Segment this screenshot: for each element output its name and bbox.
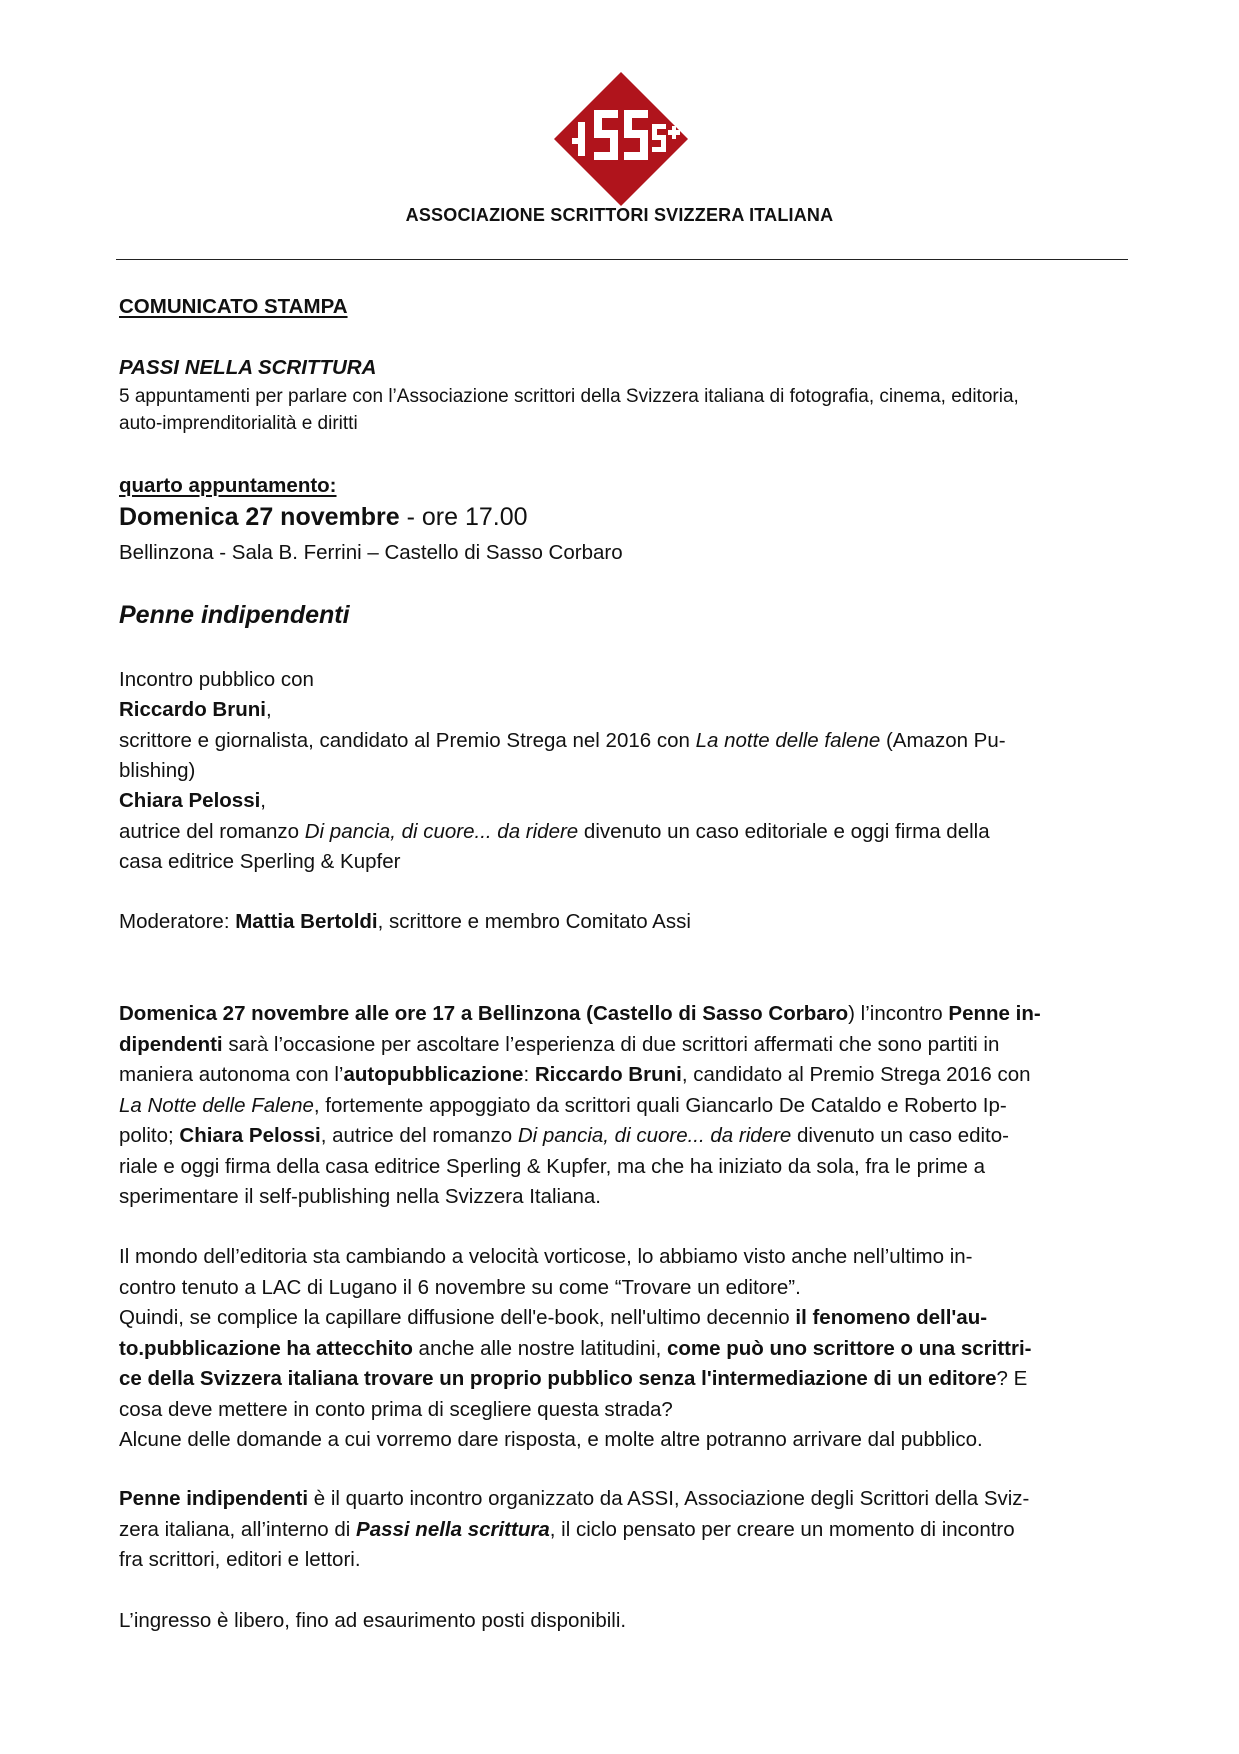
organization-name: ASSOCIAZIONE SCRITTORI SVIZZERA ITALIANA [405,205,834,225]
event-time: - ore 17.00 [399,503,528,531]
assi-logo [552,70,690,208]
header-divider [116,259,1128,260]
paragraph-publishing-context: Il mondo dell’editoria sta cambiando a velocità vorticose, lo abbiamo visto anche nell’ultimo in- contro tenuto a LAC di Lugano il 6 novembre su come “Trovare un editore”. Quindi, se complice la capillare diffusione dell'e-book, nell'ultimo decennio il fenomeno dell'au- to.pubblicazione ha attecchito anche alle nostre latitudini, come può uno scrittore o una scrittri- ce della Svizzera italiana trovare un proprio pubblico senza l'intermediazione di un editore? E cosa deve mettere in conto prima di scegliere questa strada? Alcune delle domande a cui vorremo dare risposta, e molte altre potranno arrivare dal pubblico. [119,1245,1032,1451]
event-number-label: quarto appuntamento: [119,474,337,497]
moderator: Moderatore: Mattia Bertoldi, scrittore e membro Comitato Assi [119,910,691,933]
event-title: Penne indipendenti [119,601,350,629]
paragraph-event-details: Domenica 27 novembre alle ore 17 a Bellinzona (Castello di Sasso Corbaro) l’incontro Penne in- dipendenti sarà l’occasione per ascoltare l’esperienza di due scrittori affermati che sono partiti in maniera autonoma con l’autopubblicazione: Riccardo Bruni, candidato al Premio Strega 2016 con La Notte delle Falene, fortemente appoggiato da scrittori quali Giancarlo De Cataldo e Roberto Ip- polito; Chiara Pelossi, autrice del romanzo Di pancia, di cuore... da ridere divenuto un caso edito- riale e oggi firma della casa editrice Sperling & Kupfer, ma che ha iniziato da sola, fra le prime a sperimentare il self-publishing nella Svizzera Italiana. [119,1002,1041,1208]
series-title: PASSI NELLA SCRITTURA [119,356,377,379]
event-location: Bellinzona - Sala B. Ferrini – Castello di Sasso Corbaro [119,541,623,564]
guest-2: Chiara Pelossi, autrice del romanzo Di pancia, di cuore... da ridere divenuto un caso editoriale e oggi firma della casa editrice Sperling & Kupfer [119,789,990,873]
entry-note: L’ingresso è libero, fino ad esaurimento posti disponibili. [119,1609,627,1632]
event-datetime [119,500,1129,534]
paragraph-organizer: Penne indipendenti è il quarto incontro organizzato da ASSI, Associazione degli Scrittori della Sviz- zera italiana, all’interno di Passi nella scrittura, il ciclo pensato per creare un momento di incontro fra scrittori, editori e lettori. [119,1487,1030,1571]
event-date: Domenica 27 novembre [119,503,400,531]
guests-intro: Incontro pubblico con [119,668,314,691]
guest-1: Riccardo Bruni, scrittore e giornalista, candidato al Premio Strega nel 2016 con La notte delle falene (Amazon Pu- blishing) [119,698,1006,782]
series-description: 5 appuntamenti per parlare con l’Associazione scrittori della Svizzera italiana di fotografia, cinema, editoria, auto-imprenditorialità e diritti [119,386,1019,434]
press-release-label: COMUNICATO STAMPA [119,295,348,318]
